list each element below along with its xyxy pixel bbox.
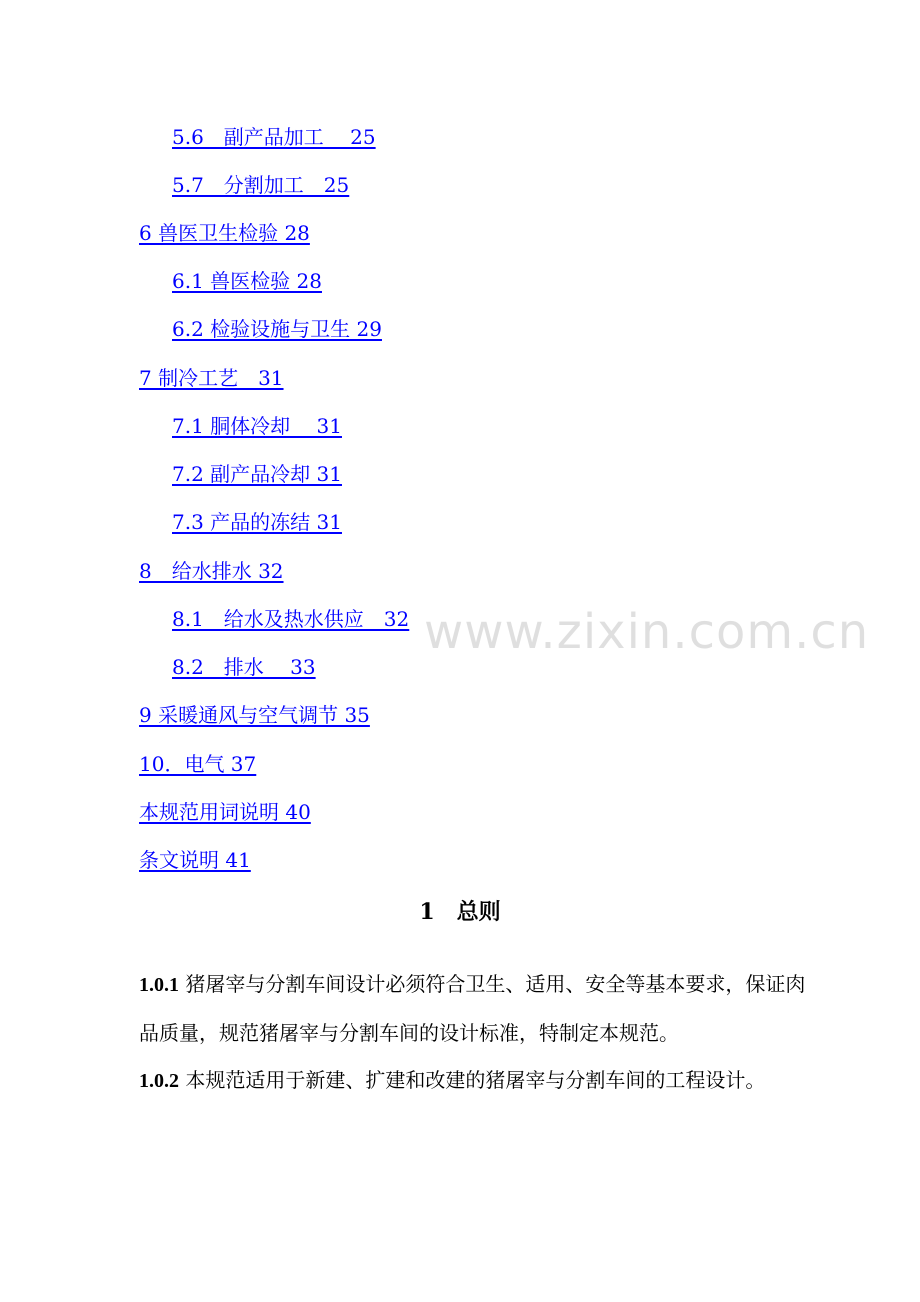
clause-number: 1.0.2	[139, 1070, 179, 1092]
clause-paragraph	[139, 960, 809, 1057]
toc-link[interactable]: 7.2 副产品冷却 31	[172, 462, 342, 486]
toc-link[interactable]: 6 兽医卫生检验 28	[139, 221, 310, 245]
toc-link[interactable]: 8.2 排水 33	[172, 655, 316, 679]
toc-link[interactable]: 7.1 胴体冷却 31	[172, 414, 342, 438]
toc-link[interactable]: 8.1 给水及热水供应 32	[172, 607, 410, 631]
clause-text: 猪屠宰与分割车间设计必须符合卫生、适用、安全等基本要求，保证肉品质量，规范猪屠宰与分割车间的设计标准，特制定本规范。	[139, 972, 806, 1045]
toc-link[interactable]: 6.1 兽医检验 28	[172, 269, 322, 293]
toc-link[interactable]: 本规范用词说明 40	[139, 800, 311, 824]
clause-paragraph	[139, 1056, 809, 1105]
toc-link[interactable]: 10．电气 37	[139, 752, 257, 776]
clause-number: 1.0.1	[139, 974, 179, 996]
toc-link[interactable]: 5.6 副产品加工 25	[172, 125, 376, 149]
watermark: www.zixin.com.cn	[424, 604, 870, 660]
toc-link[interactable]: 9 采暖通风与空气调节 35	[139, 703, 370, 727]
clause-text: 本规范适用于新建、扩建和改建的猪屠宰与分割车间的工程设计。	[185, 1068, 766, 1092]
toc-link[interactable]: 6.2 检验设施与卫生 29	[172, 317, 382, 341]
toc-link[interactable]: 条文说明 41	[139, 848, 251, 872]
chapter-title: 1 总则	[419, 899, 501, 925]
toc-link[interactable]: 7.3 产品的冻结 31	[172, 510, 342, 534]
toc-link[interactable]: 8 给水排水 32	[139, 559, 284, 583]
toc-link[interactable]: 7 制冷工艺 31	[139, 366, 284, 390]
toc-link[interactable]: 5.7 分割加工 25	[172, 173, 350, 197]
